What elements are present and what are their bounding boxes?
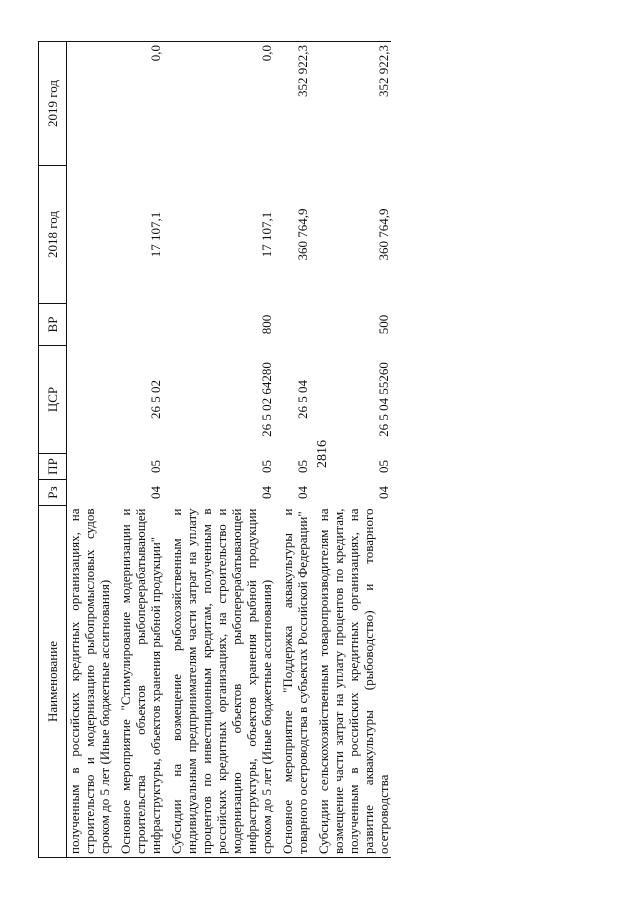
cell-rz: 04 — [148, 486, 163, 499]
cell-2019: 352 922,3 — [274, 42, 310, 166]
page-number: 2816 — [315, 440, 330, 468]
cell-2018: 360 764,9 — [295, 208, 310, 261]
cell-2019 — [67, 42, 113, 166]
header-csr: ЦСР — [39, 346, 67, 454]
table-header-row — [39, 42, 67, 858]
cell-name: Субсидии сельскохозяйственным товаропроизводителям на возмещение части затрат на уплату процентов по кредитам, полученным в российских кредитных организациях, на развитие аквакультуры (рыбоводство) и товарного осетроводства — [310, 506, 391, 858]
cell-csr: 26 5 02 — [148, 380, 163, 419]
cell-2018 — [67, 166, 113, 304]
table-row — [67, 42, 113, 858]
cell-2019: 0,0 — [163, 42, 274, 166]
cell-2019: 352 922,3 — [310, 42, 391, 166]
cell-rz: 04 — [259, 486, 274, 499]
header-rz: Рз — [39, 480, 67, 506]
cell-2018: 17 107,1 — [148, 211, 163, 258]
cell-csr — [67, 346, 113, 454]
cell-pr — [67, 454, 113, 480]
cell-pr: 05 — [148, 460, 163, 473]
cell-pr: 05 — [295, 460, 310, 473]
cell-rz — [67, 480, 113, 506]
cell-vr — [112, 304, 163, 346]
header-vr: ВР — [39, 304, 67, 346]
cell-2019: 0,0 — [112, 42, 163, 166]
cell-rz: 04 — [295, 486, 310, 499]
header-2018: 2018 год — [39, 166, 67, 304]
cell-csr: 26 5 04 55260 — [376, 362, 391, 437]
table-row — [163, 42, 274, 858]
cell-name: полученным в российских кредитных организациях, на строительство и модернизацию рыбопромысловых судов сроком до 5 лет (Иные бюджетные ассигнования) — [67, 506, 113, 858]
table-row — [274, 42, 310, 858]
cell-rz: 04 — [376, 486, 391, 499]
cell-csr: 26 5 02 64280 — [259, 362, 274, 437]
budget-table — [38, 41, 391, 858]
cell-pr: 05 — [259, 460, 274, 473]
cell-vr — [274, 304, 310, 346]
cell-2018: 17 107,1 — [259, 211, 274, 258]
cell-vr: 800 — [259, 314, 274, 335]
cell-vr — [67, 304, 113, 346]
cell-name: Основное мероприятие "Поддержка аквакультуры и товарного осетроводства в субъектах Российской Федерации" — [274, 506, 310, 858]
cell-vr: 500 — [376, 314, 391, 335]
cell-csr: 26 5 04 — [295, 380, 310, 419]
cell-pr: 05 — [376, 460, 391, 473]
cell-name: Основное мероприятие "Стимулирование модернизации и строительства объектов рыбоперерабатывающей инфраструктуры, объектов хранения рыбной продукции" — [112, 506, 163, 858]
table-row — [310, 42, 391, 858]
table-row — [112, 42, 163, 858]
header-name: Наименование — [39, 506, 67, 858]
header-2019: 2019 год — [39, 42, 67, 166]
cell-2018: 360 764,9 — [376, 208, 391, 261]
cell-name: Субсидии на возмещение рыбохозяйственным и индивидуальным предпринимателям части затрат на уплату процентов по инвестиционным кредитам, полученным в российских кредитных организациях, на строительство и модернизацию объектов рыбоперерабатывающей инфраструктуры, объектов хранения рыбной продукции сроком до 5 лет (Иные бюджетные ассигнования) — [163, 506, 274, 858]
rotated-table-container — [38, 42, 592, 858]
header-pr: ПР — [39, 454, 67, 480]
